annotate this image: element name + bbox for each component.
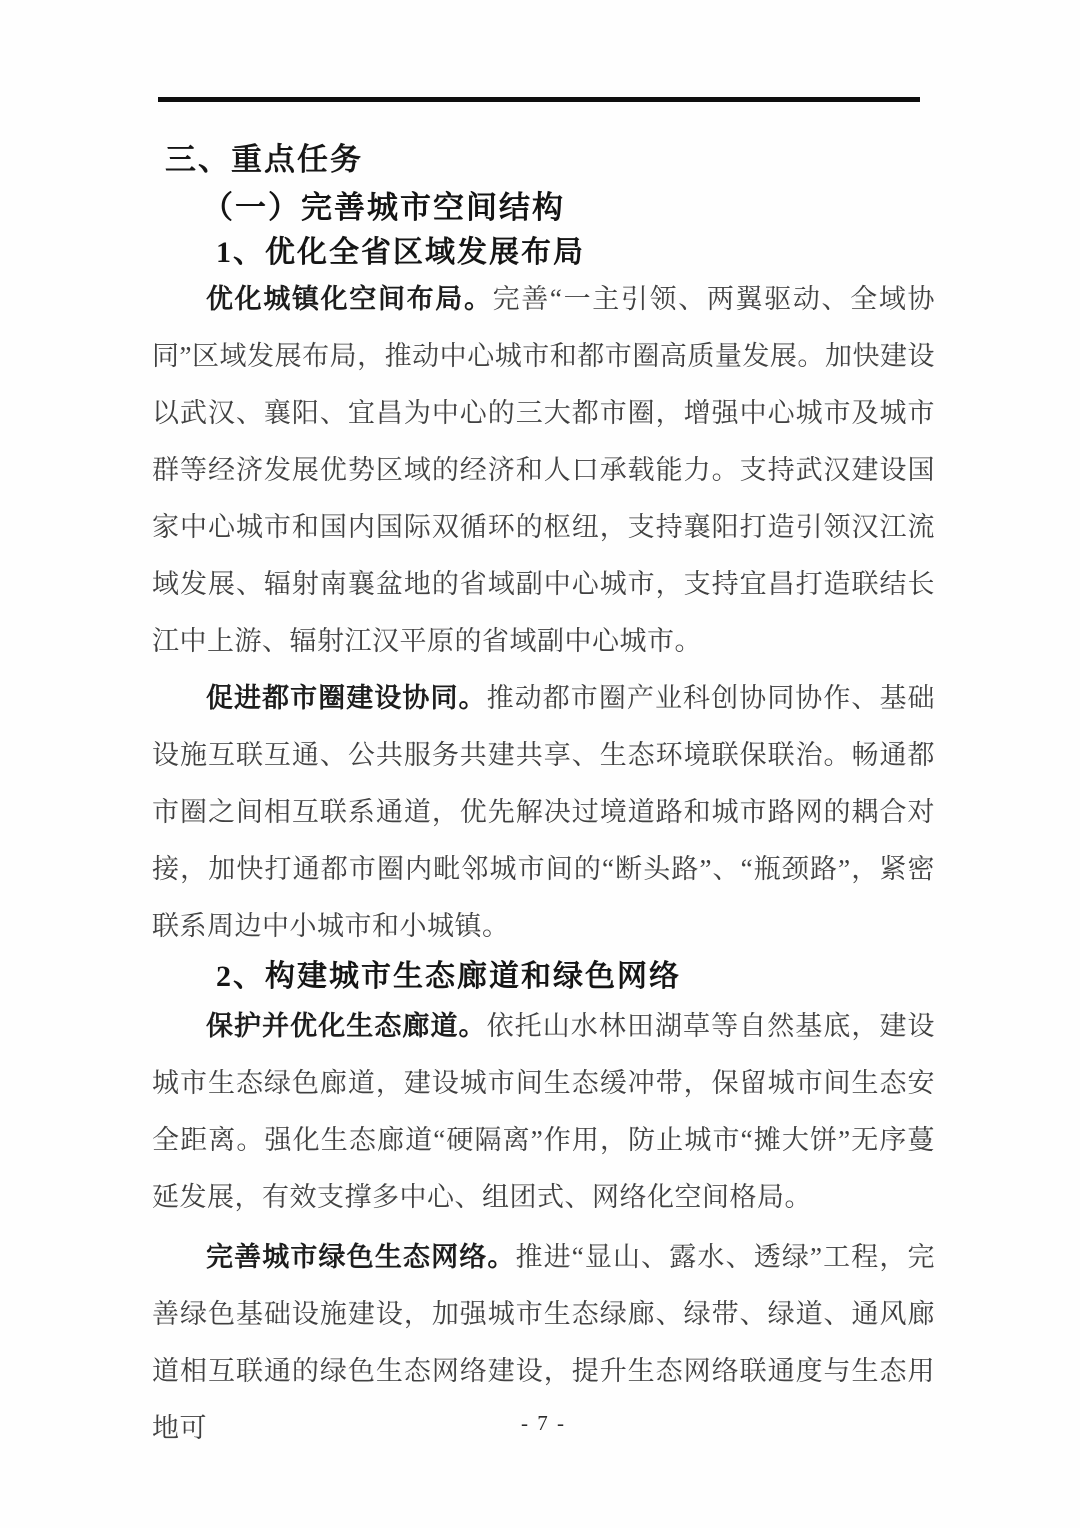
paragraph-body: 推动都市圈产业科创协同协作、基础设施互联互通、公共服务共建共享、生态环境联保联治。畅通都市圈之间相互联系通道，优先解决过境道路和城市路网的耦合对接，加快打通都市圈内毗邻城市间的“断头路”、“瓶颈路”，紧密联系周边中小城市和小城镇。 (152, 683, 936, 941)
section-title: （一）完善城市空间结构 (202, 190, 565, 225)
paragraph-metro-coordination (152, 670, 935, 955)
paragraph-lead: 促进都市圈建设协同。 (206, 683, 487, 713)
page-number: - 7 - (521, 1411, 566, 1435)
subsection-2-title: 2、构建城市生态廊道和绿色网络 (216, 960, 681, 993)
paragraph-urbanization-layout (152, 271, 935, 670)
paragraph-lead: 优化城镇化空间布局。 (206, 284, 493, 314)
chapter-title: 三、重点任务 (165, 142, 363, 177)
paragraph-lead: 完善城市绿色生态网络。 (206, 1242, 516, 1272)
paragraph-lead: 保护并优化生态廊道。 (206, 1011, 487, 1041)
paragraph-body: 推进“显山、露水、透绿”工程，完善绿色基础设施建设，加强城市生态绿廊、绿带、绿道、通风廊道相互联通的绿色生态网络建设，提升生态网络联通度与生态用地可 (152, 1242, 936, 1443)
paragraph-eco-corridor (152, 998, 935, 1226)
paragraph-body: 依托山水林田湖草等自然基底，建设城市生态绿色廊道，建设城市间生态缓冲带，保留城市间生态安全距离。强化生态廊道“硬隔离”作用，防止城市“摊大饼”无序蔓延发展，有效支撑多中心、组团式、网络化空间格局。 (152, 1011, 936, 1212)
paragraph-body: 完善“一主引领、两翼驱动、全域协同”区域发展布局，推动中心城市和都市圈高质量发展。加快建设以武汉、襄阳、宜昌为中心的三大都市圈，增强中心城市及城市群等经济发展优势区域的经济和人口承载能力。支持武汉建设国家中心城市和国内国际双循环的枢纽，支持襄阳打造引领汉江流域发展、辐射南襄盆地的省域副中心城市，支持宜昌打造联结长江中上游、辐射江汉平原的省域副中心城市。 (152, 284, 936, 656)
subsection-1-title: 1、优化全省区域发展布局 (216, 236, 585, 269)
header-rule (158, 97, 920, 102)
